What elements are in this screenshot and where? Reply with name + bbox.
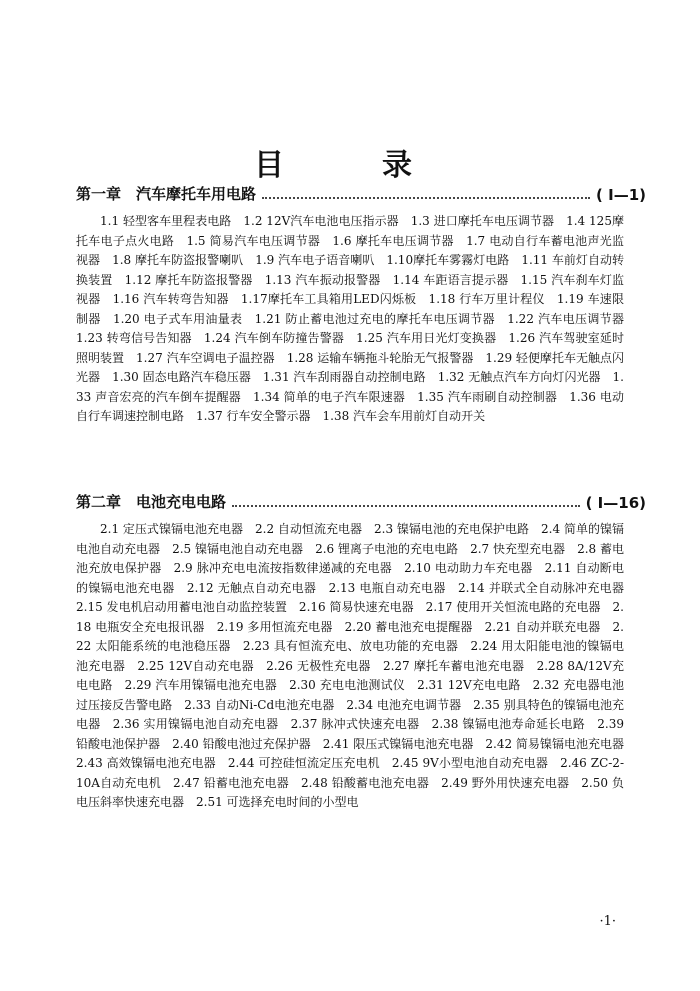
chapter-1-heading[interactable] [76,180,646,204]
page-title: 目 录 [254,148,446,183]
chapter-1-label: 第一章 汽车摩托车用电路 [76,185,257,203]
chapter-2-page: ( Ⅰ—16) [585,494,646,512]
leader-dots [262,197,590,199]
chapter-2-entries [76,520,637,813]
chapter-2-heading[interactable] [76,488,646,512]
chapter-2-label: 第二章 电池充电电路 [76,493,227,511]
page-number: ·1· [599,914,616,929]
chapter-1-page: ( Ⅰ—1) [596,186,646,204]
chapter-2-entry-text: 2.1 定压式镍镉电池充电器 2.2 自动恒流充电器 2.3 镍镉电池的充电保护电路 2.4 简单的镍镉电池自动充电器 2.5 镍镉电池自动充电器 2.6 锂离子电池的充电电路 2.7 快充型充电器 2.8 蓄电池充放电保护器 2.9 脉冲充电电流按指数律递减的充电器 2.10 电动助力车充电器 2.11 自动断电的镍镉电池充电器 2.12 无触点自动充电器 2.13 电瓶自动充电器 2.14 并联式全自动脉冲充电器 2.15 发电机启动用蓄电池自动监控装置 2.16 简易快速充电器 2.17 使用开关恒流电路的充电器 2.18 电瓶安全充电报讯器 2.19 多用恒流充电器 2.20 蓄电池充电提醒器 2.21 自动并联充电器 2.22 太阳能系统的电池稳压器 2.23 具有恒流充电、放电功能的充电器 2.24 用太阳能电池的镍镉电池充电器 2.25 12V自动充电器 2.26 无极性充电器 2.27 摩托车蓄电池充电器 2.28 8A/12V充电电路 2.29 汽车用镍镉电池充电器 2.30 充电电池测试仪 2.31 12V充电电路 2.32 充电器电池过压接反告警电路 2.33 自动Ni-Cd电池充电器 2.34 电池充电调节器 2.35 别具特色的镍镉电池充电器 2.36 实用镍镉电池自动充电器 2.37 脉冲式快速充电器 2.38 镍镉电池寿命延长电路 2.39 铅酸电池保护器 2.40 铅酸电池过充保护器 2.41 限压式镍镉电池充电器 2.42 简易镍镉电池充电器 2.43 高效镍镉电池充电器 2.44 可控硅恒流定压充电机 2.45 9V小型电池自动充电器 2.46 ZC-2-10A自动充电机 2.47 铅蓄电池充电器 2.48 铅酸蓄电池充电器 2.49 野外用快速充电器 2.50 负电压斜率快速充电器 2.51 可选择充电时间的小型电 [76,522,637,809]
leader-dots [232,505,580,507]
chapter-1-entries [76,212,637,427]
chapter-1-entry-text: 1.1 轻型客车里程表电路 1.2 12V汽车电池电压指示器 1.3 进口摩托车电压调节器 1.4 125摩托车电子点火电路 1.5 简易汽车电压调节器 1.6 摩托车电压调节器 1.7 电动自行车蓄电池声光监视器 1.8 摩托车防盗报警喇叭 1.9 汽车电子语音喇叭 1.10摩托车雾霧灯电路 1.11 车前灯自动转换装置 1.12 摩托车防盗报警器 1.13 汽车振动报警器 1.14 车距语言提示器 1.15 汽车刹车灯监视器 1.16 汽车转弯告知器 1.17摩托车工具箱用LED闪烁板 1.18 行车万里计程仪 1.19 车速限制器 1.20 电子式车用油量表 1.21 防止蓄电池过充电的摩托车电压调节器 1.22 汽车电压调节器 1.23 转弯信号告知器 1.24 汽车倒车防撞告警器 1.25 汽车用日光灯变换器 1.26 汽车驾驶室延时照明装置 1.27 汽车空调电子温控器 1.28 运输车辆拖斗轮胎无气报警器 1.29 轻便摩托车无触点闪光器 1.30 固态电路汽车稳压器 1.31 汽车刮雨器自动控制电路 1.32 无触点汽车方向灯闪光器 1.33 声音宏亮的汽车倒车提醒器 1.34 简单的电子汽车限速器 1.35 汽车雨刷自动控制器 1.36 电动自行车调速控制电路 1.37 行车安全警示器 1.38 汽车会车用前灯自动开关 [76,214,637,423]
